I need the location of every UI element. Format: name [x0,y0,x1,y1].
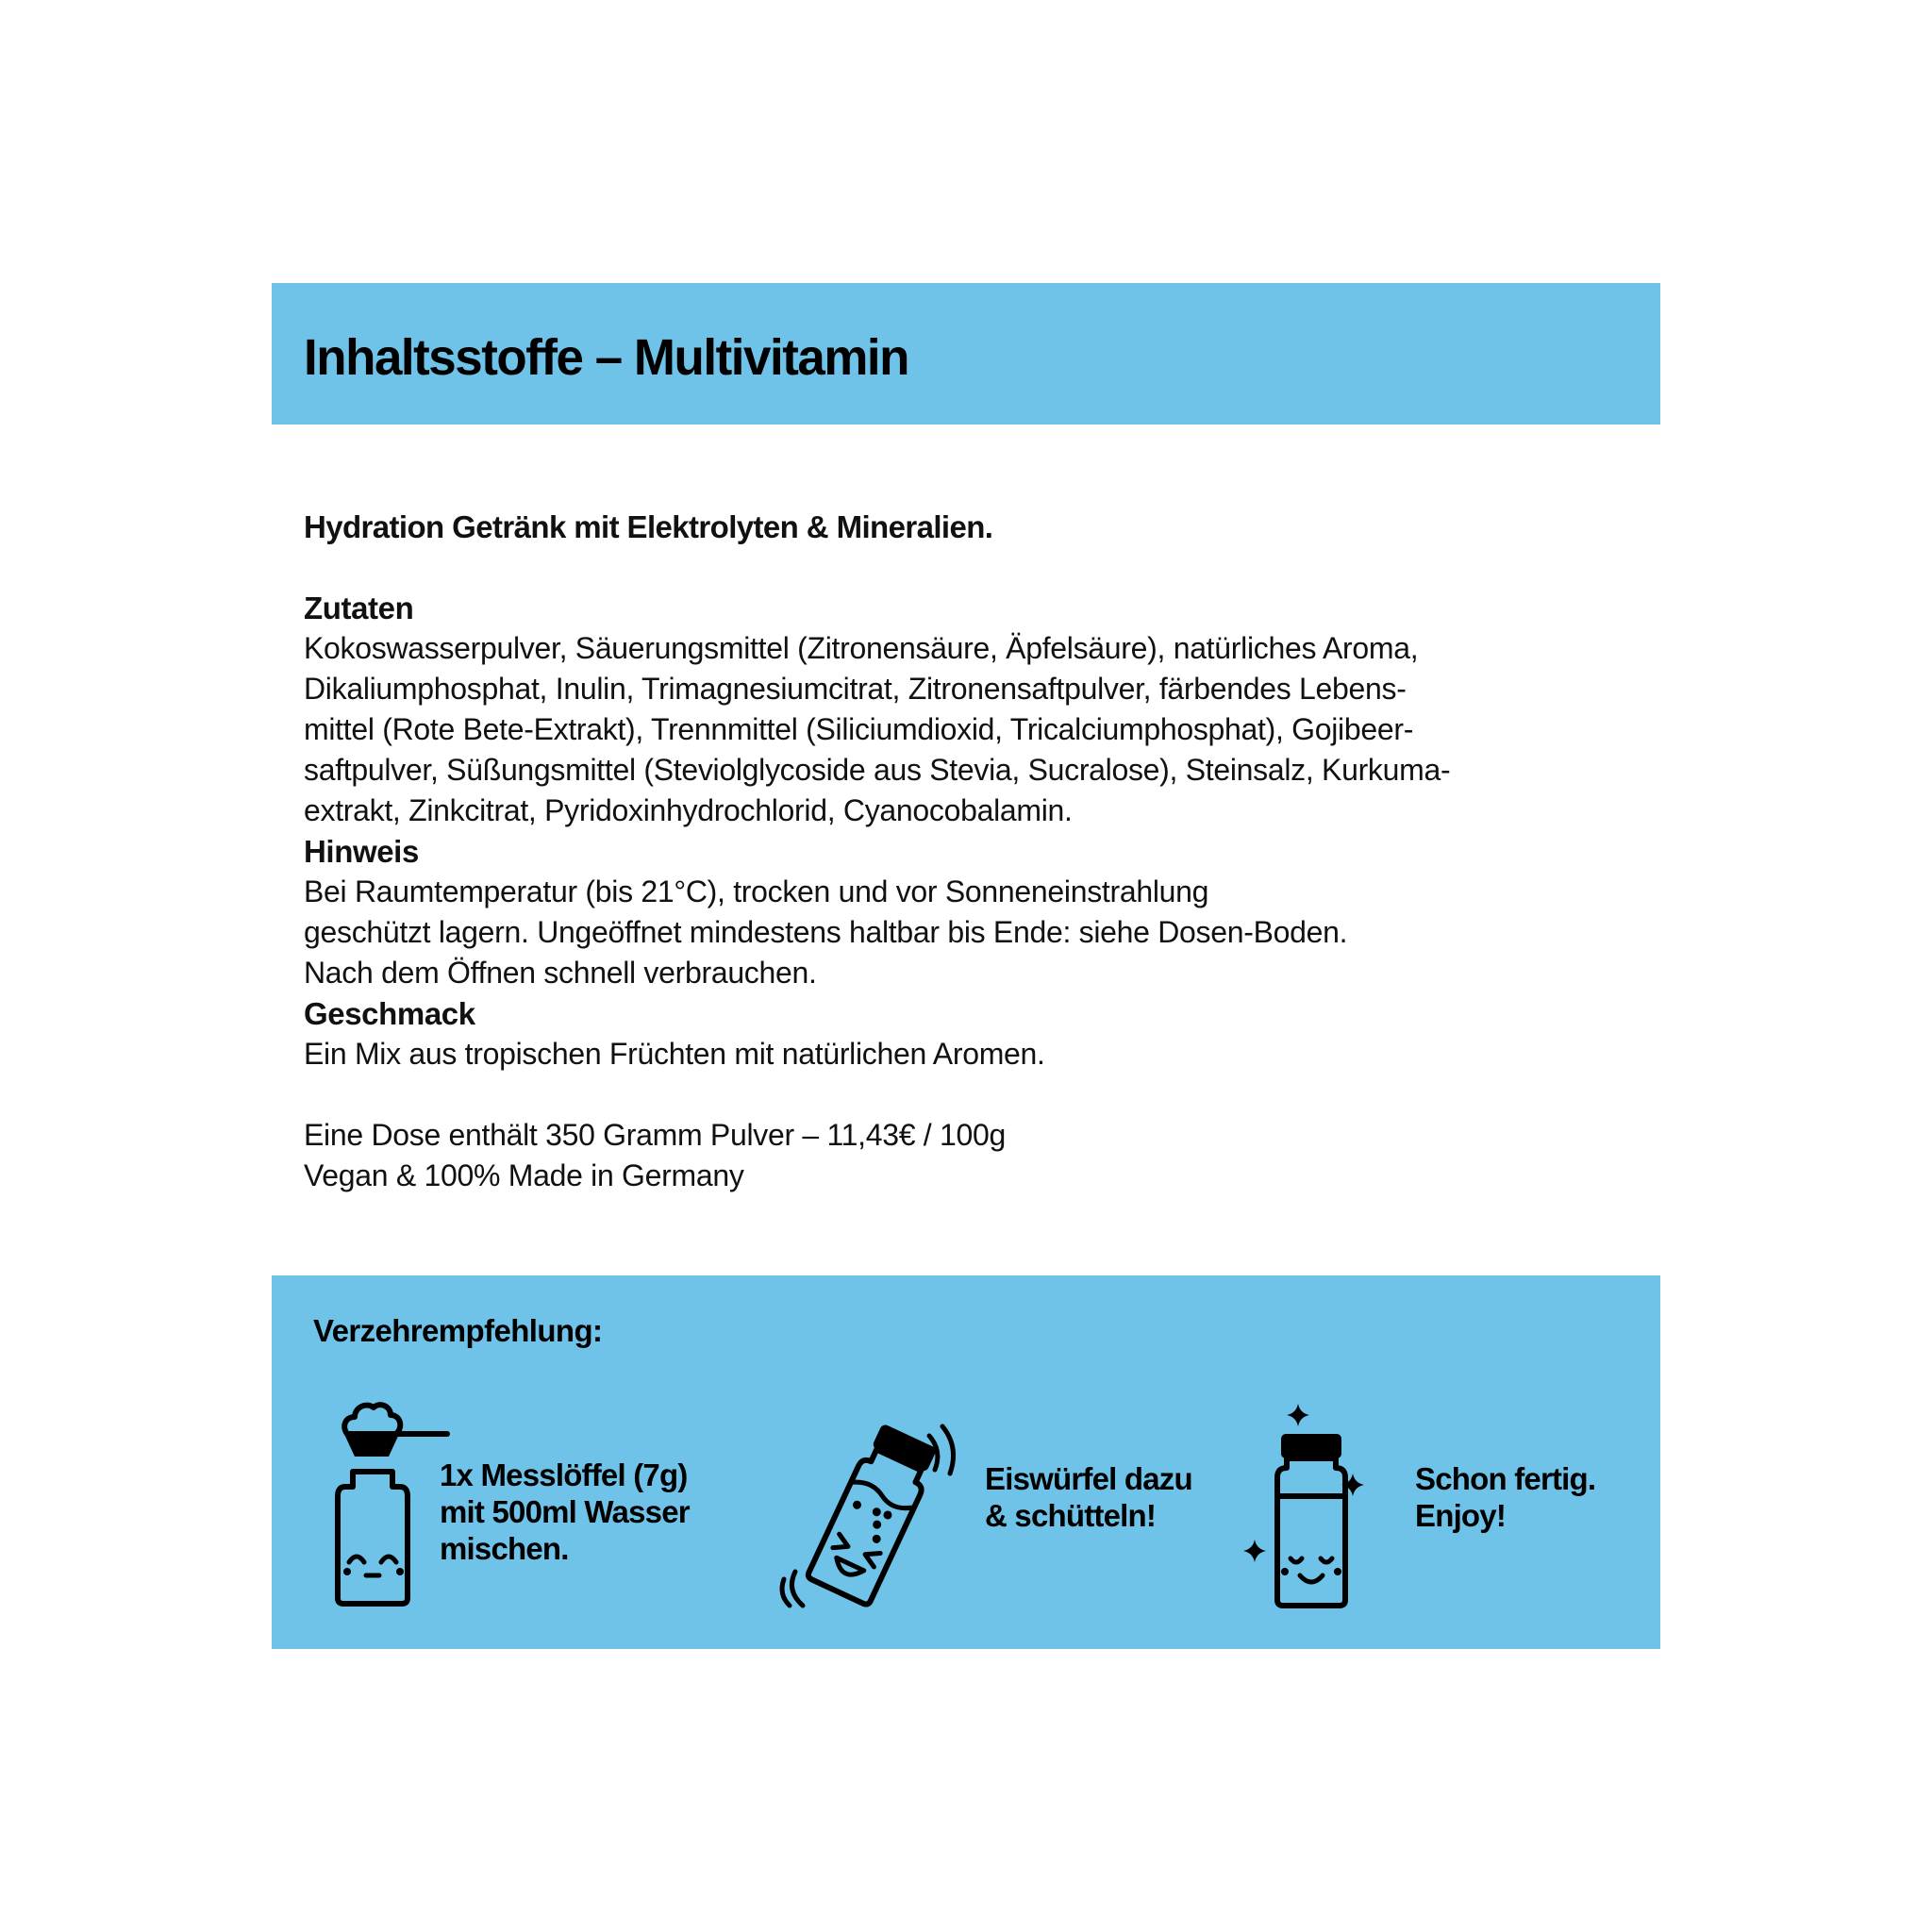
taste-line: Ein Mix aus tropischen Früchten mit natürlichen Aromen. [304,1037,1045,1071]
step-enjoy-text: Schon fertig. Enjoy! [1415,1461,1596,1533]
section-heading-geschmack: Geschmack [304,996,475,1031]
title-banner [272,283,1660,425]
ingredients-line: Dikaliumphosphat, Inulin, Trimagnesiumcitrat, Zitronensaftpulver, färbendes Lebens- [304,672,1407,706]
spacer [304,1074,1643,1115]
vegan-info-line: Vegan & 100% Made in Germany [304,1158,744,1192]
product-subtitle: Hydration Getränk mit Elektrolyten & Mineralien. [304,509,993,544]
storage-note-line: Bei Raumtemperatur (bis 21°C), trocken und vor Sonneneinstrahlung [304,874,1209,908]
package-info-line: Eine Dose enthält 350 Gramm Pulver – 11,43€ / 100g [304,1118,1006,1152]
storage-note-line: Nach dem Öffnen schnell verbrauchen. [304,956,817,990]
ingredients-line: mittel (Rote Bete-Extrakt), Trennmittel (Siliciumdioxid, Tricalciumphosphat), Gojibeer- [304,712,1414,746]
sparkling-bottle-icon [1243,1396,1366,1613]
section-heading-zutaten: Zutaten [304,591,414,625]
section-heading-hinweis: Hinweis [304,834,419,869]
step-shake-text: Eiswürfel dazu & schütteln! [985,1461,1192,1533]
shaking-bottle-icon [776,1417,965,1606]
step-mix-text: 1x Messlöffel (7g) mit 500ml Wasser mischen. [440,1457,690,1566]
storage-note-line: geschützt lagern. Ungeöffnet mindestens haltbar bis Ende: siehe Dosen-Boden. [304,915,1348,949]
spacer [304,547,1643,588]
ingredients-line: extrakt, Zinkcitrat, Pyridoxinhydrochlorid, Cyanocobalamin. [304,793,1073,827]
page-title: Inhaltsstoffe – Multivitamin [304,329,908,386]
usage-recommendation-panel [272,1275,1660,1649]
usage-title: Verzehrempfehlung: [313,1313,603,1348]
ingredients-line: saftpulver, Süßungsmittel (Steviolglycoside aus Stevia, Sucralose), Steinsalz, Kurkuma- [304,753,1451,787]
ingredients-content [304,507,1643,1196]
ingredients-line: Kokoswasserpulver, Säuerungsmittel (Zitronensäure, Äpfelsäure), natürliches Aroma, [304,631,1419,665]
